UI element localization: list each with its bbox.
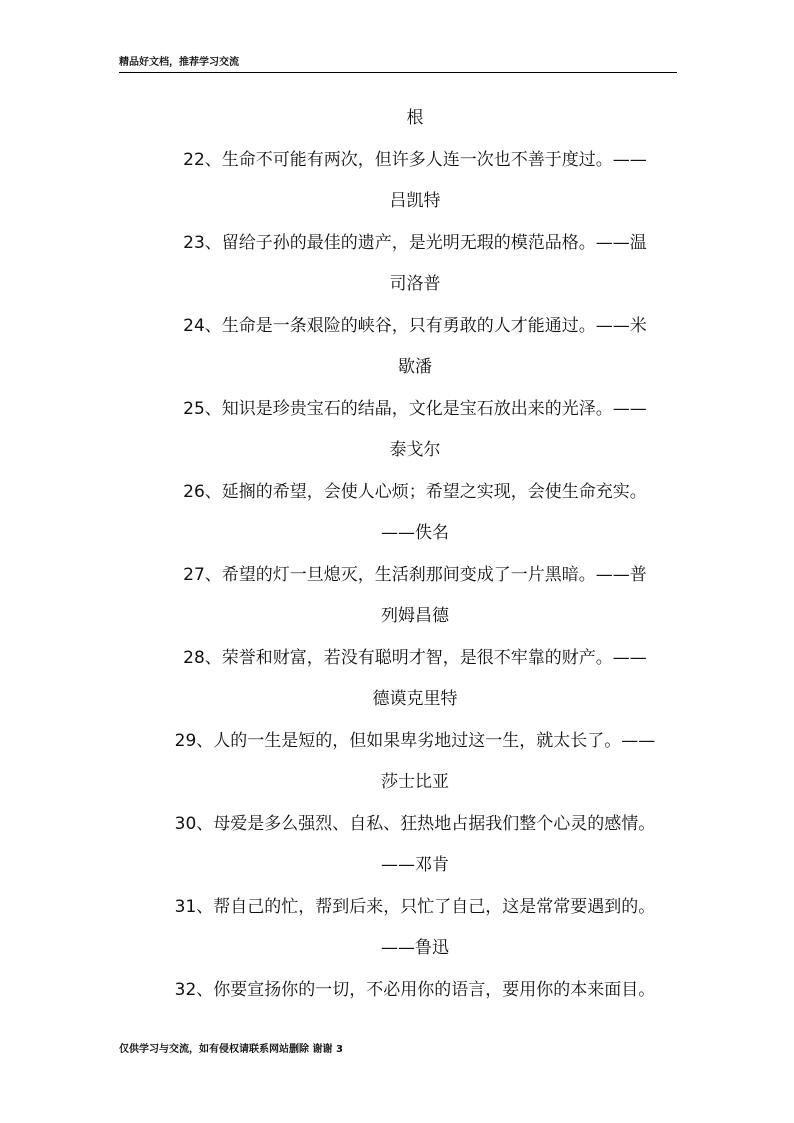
text-line: 根 xyxy=(406,108,424,128)
header-text: 精品好文档，推荐学习交流 xyxy=(119,57,239,68)
text-line: 泰戈尔 xyxy=(389,440,441,460)
text-line: 31、帮自己的忙，帮到后来，只忙了自己，这是常常要遇到的。 xyxy=(174,896,656,917)
page-footer xyxy=(119,1040,343,1055)
text-line: ——佚名 xyxy=(381,523,449,543)
text-line: ——鲁迅 xyxy=(381,938,449,958)
text-line: 25、知识是珍贵宝石的结晶，文化是宝石放出来的光泽。—— xyxy=(183,398,647,419)
text-line: 26、延搁的希望，会使人心烦；希望之实现，会使生命充实。 xyxy=(183,481,647,502)
text-line: 23、留给子孙的最佳的遗产，是光明无瑕的模范品格。——温 xyxy=(183,232,647,253)
page-header xyxy=(119,56,677,73)
text-line: 司洛普 xyxy=(389,274,441,294)
text-line: 29、人的一生是短的，但如果卑劣地过这一生，就太长了。—— xyxy=(174,730,656,751)
text-line: 22、生命不可能有两次，但许多人连一次也不善于度过。—— xyxy=(183,149,647,170)
text-line: 德谟克里特 xyxy=(372,689,458,709)
text-line: 32、你要宣扬你的一切，不必用你的语言，要用你的本来面目。 xyxy=(174,979,656,1000)
document-body xyxy=(150,98,680,1011)
text-line: 27、希望的灯一旦熄灭，生活刹那间变成了一片黑暗。——普 xyxy=(183,564,647,585)
footer-text: 仅供学习与交流，如有侵权请联系网站删除 谢谢 3 xyxy=(119,1044,343,1055)
text-line: 莎士比亚 xyxy=(381,772,449,792)
text-line: 歇潘 xyxy=(398,357,432,377)
text-line: ——邓肯 xyxy=(381,855,449,875)
text-line: 列姆昌德 xyxy=(381,606,449,626)
text-line: 28、荣誉和财富，若没有聪明才智，是很不牢靠的财产。—— xyxy=(183,647,647,668)
text-line: 吕凯特 xyxy=(389,191,441,211)
text-line: 30、母爱是多么强烈、自私、狂热地占据我们整个心灵的感情。 xyxy=(174,813,656,834)
text-line: 24、生命是一条艰险的峡谷，只有勇敢的人才能通过。——米 xyxy=(183,315,647,336)
